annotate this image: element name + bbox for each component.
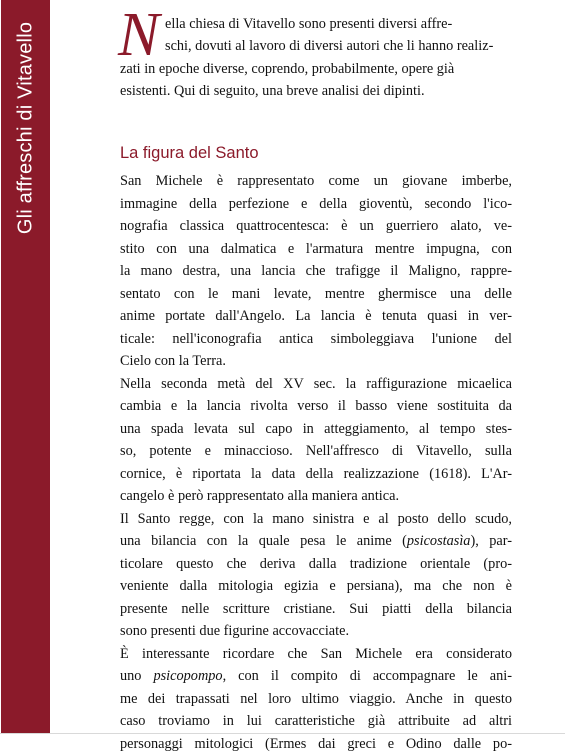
text-run: , con il compito di accompagnare le ani- [223, 668, 512, 684]
body-line: anime portate dall'Angelo. La lancia è tenuta quasi in ver- [120, 305, 512, 328]
body-line: so, potente e minaccioso. Nell'affresco di Vitavello, sulla [120, 440, 512, 463]
body-line: immagine della perfezione e della gioventù, secondo l'ico- [120, 193, 512, 216]
intro-line: schi, dovuti al lavoro di diversi autori che li hanno realiz- [165, 35, 513, 57]
body-line: cornice, è riportata la data della realizzazione (1618). L'Ar- [120, 463, 512, 486]
body-line: San Michele è rappresentato come un giovane imberbe, [120, 170, 512, 193]
drop-cap: N [118, 4, 149, 66]
body-line: me dei trapassati nel loro ultimo viaggio. Anche in questo [120, 688, 512, 711]
intro-line: ella chiesa di Vitavello sono presenti diversi affre- [165, 13, 513, 35]
italic-term: psicopompo [153, 668, 222, 684]
body-line: Cielo con la Terra. [120, 350, 512, 373]
body-line: personaggi mitologici (Ermes dai greci e Odino dalle po- [120, 733, 512, 755]
body-line: È interessante ricordare che San Michele era considerato [120, 643, 512, 666]
body-line: sentato con le mani levate, mentre ghermisce una delle [120, 283, 512, 306]
body-line: presente nelle scritture cristiane. Sui piatti della bilancia [120, 598, 512, 621]
italic-term: psicostasìa [407, 533, 471, 549]
article [120, 0, 512, 118]
section-heading: La figura del Santo [120, 144, 259, 163]
section-body [120, 170, 512, 755]
body-line: nografia classica quattrocentesca: è un guerriero alato, ve- [120, 215, 512, 238]
body-line: stito con una dalmatica e l'armatura mentre impugna, con [120, 238, 512, 261]
text-run: ), par- [470, 533, 512, 549]
body-line: la mano destra, una lancia che trafigge il Maligno, rappre- [120, 260, 512, 283]
body-line: Nella seconda metà del XV sec. la raffigurazione micaelica [120, 373, 512, 396]
body-line: sono presenti due figurine accovacciate. [120, 620, 512, 643]
body-line: una spada levata sul capo in atteggiamento, al tempo stes- [120, 418, 512, 441]
intro-line: zati in epoche diverse, coprendo, probabilmente, opere già [120, 58, 513, 80]
body-line: cambia e la lancia rivolta verso il basso viene sostituita da [120, 395, 512, 418]
body-line: ticolare questo che deriva dalla tradizione orientale (pro- [120, 553, 512, 576]
body-line [120, 530, 512, 553]
body-line: veniente dalla mitologia egizia e persiana), ma che non è [120, 575, 512, 598]
body-line: caso troviamo in lui caratteristiche già attribuite ad altri [120, 710, 512, 733]
body-line: Il Santo regge, con la mano sinistra e al posto dello scudo, [120, 508, 512, 531]
sidebar-title: Gli affreschi di Vitavello [15, 22, 38, 234]
intro-paragraph [120, 0, 512, 118]
body-line: cangelo è però rappresentato alla maniera antica. [120, 485, 512, 508]
text-run: una bilancia con la quale pesa le anime ( [120, 533, 407, 549]
intro-line: esistenti. Qui di seguito, una breve analisi dei dipinti. [120, 80, 513, 102]
body-line [120, 665, 512, 688]
body-line: ticale: nell'iconografia antica simboleggiava l'unione del [120, 328, 512, 351]
text-run: uno [120, 668, 153, 684]
sidebar-band [1, 0, 50, 733]
